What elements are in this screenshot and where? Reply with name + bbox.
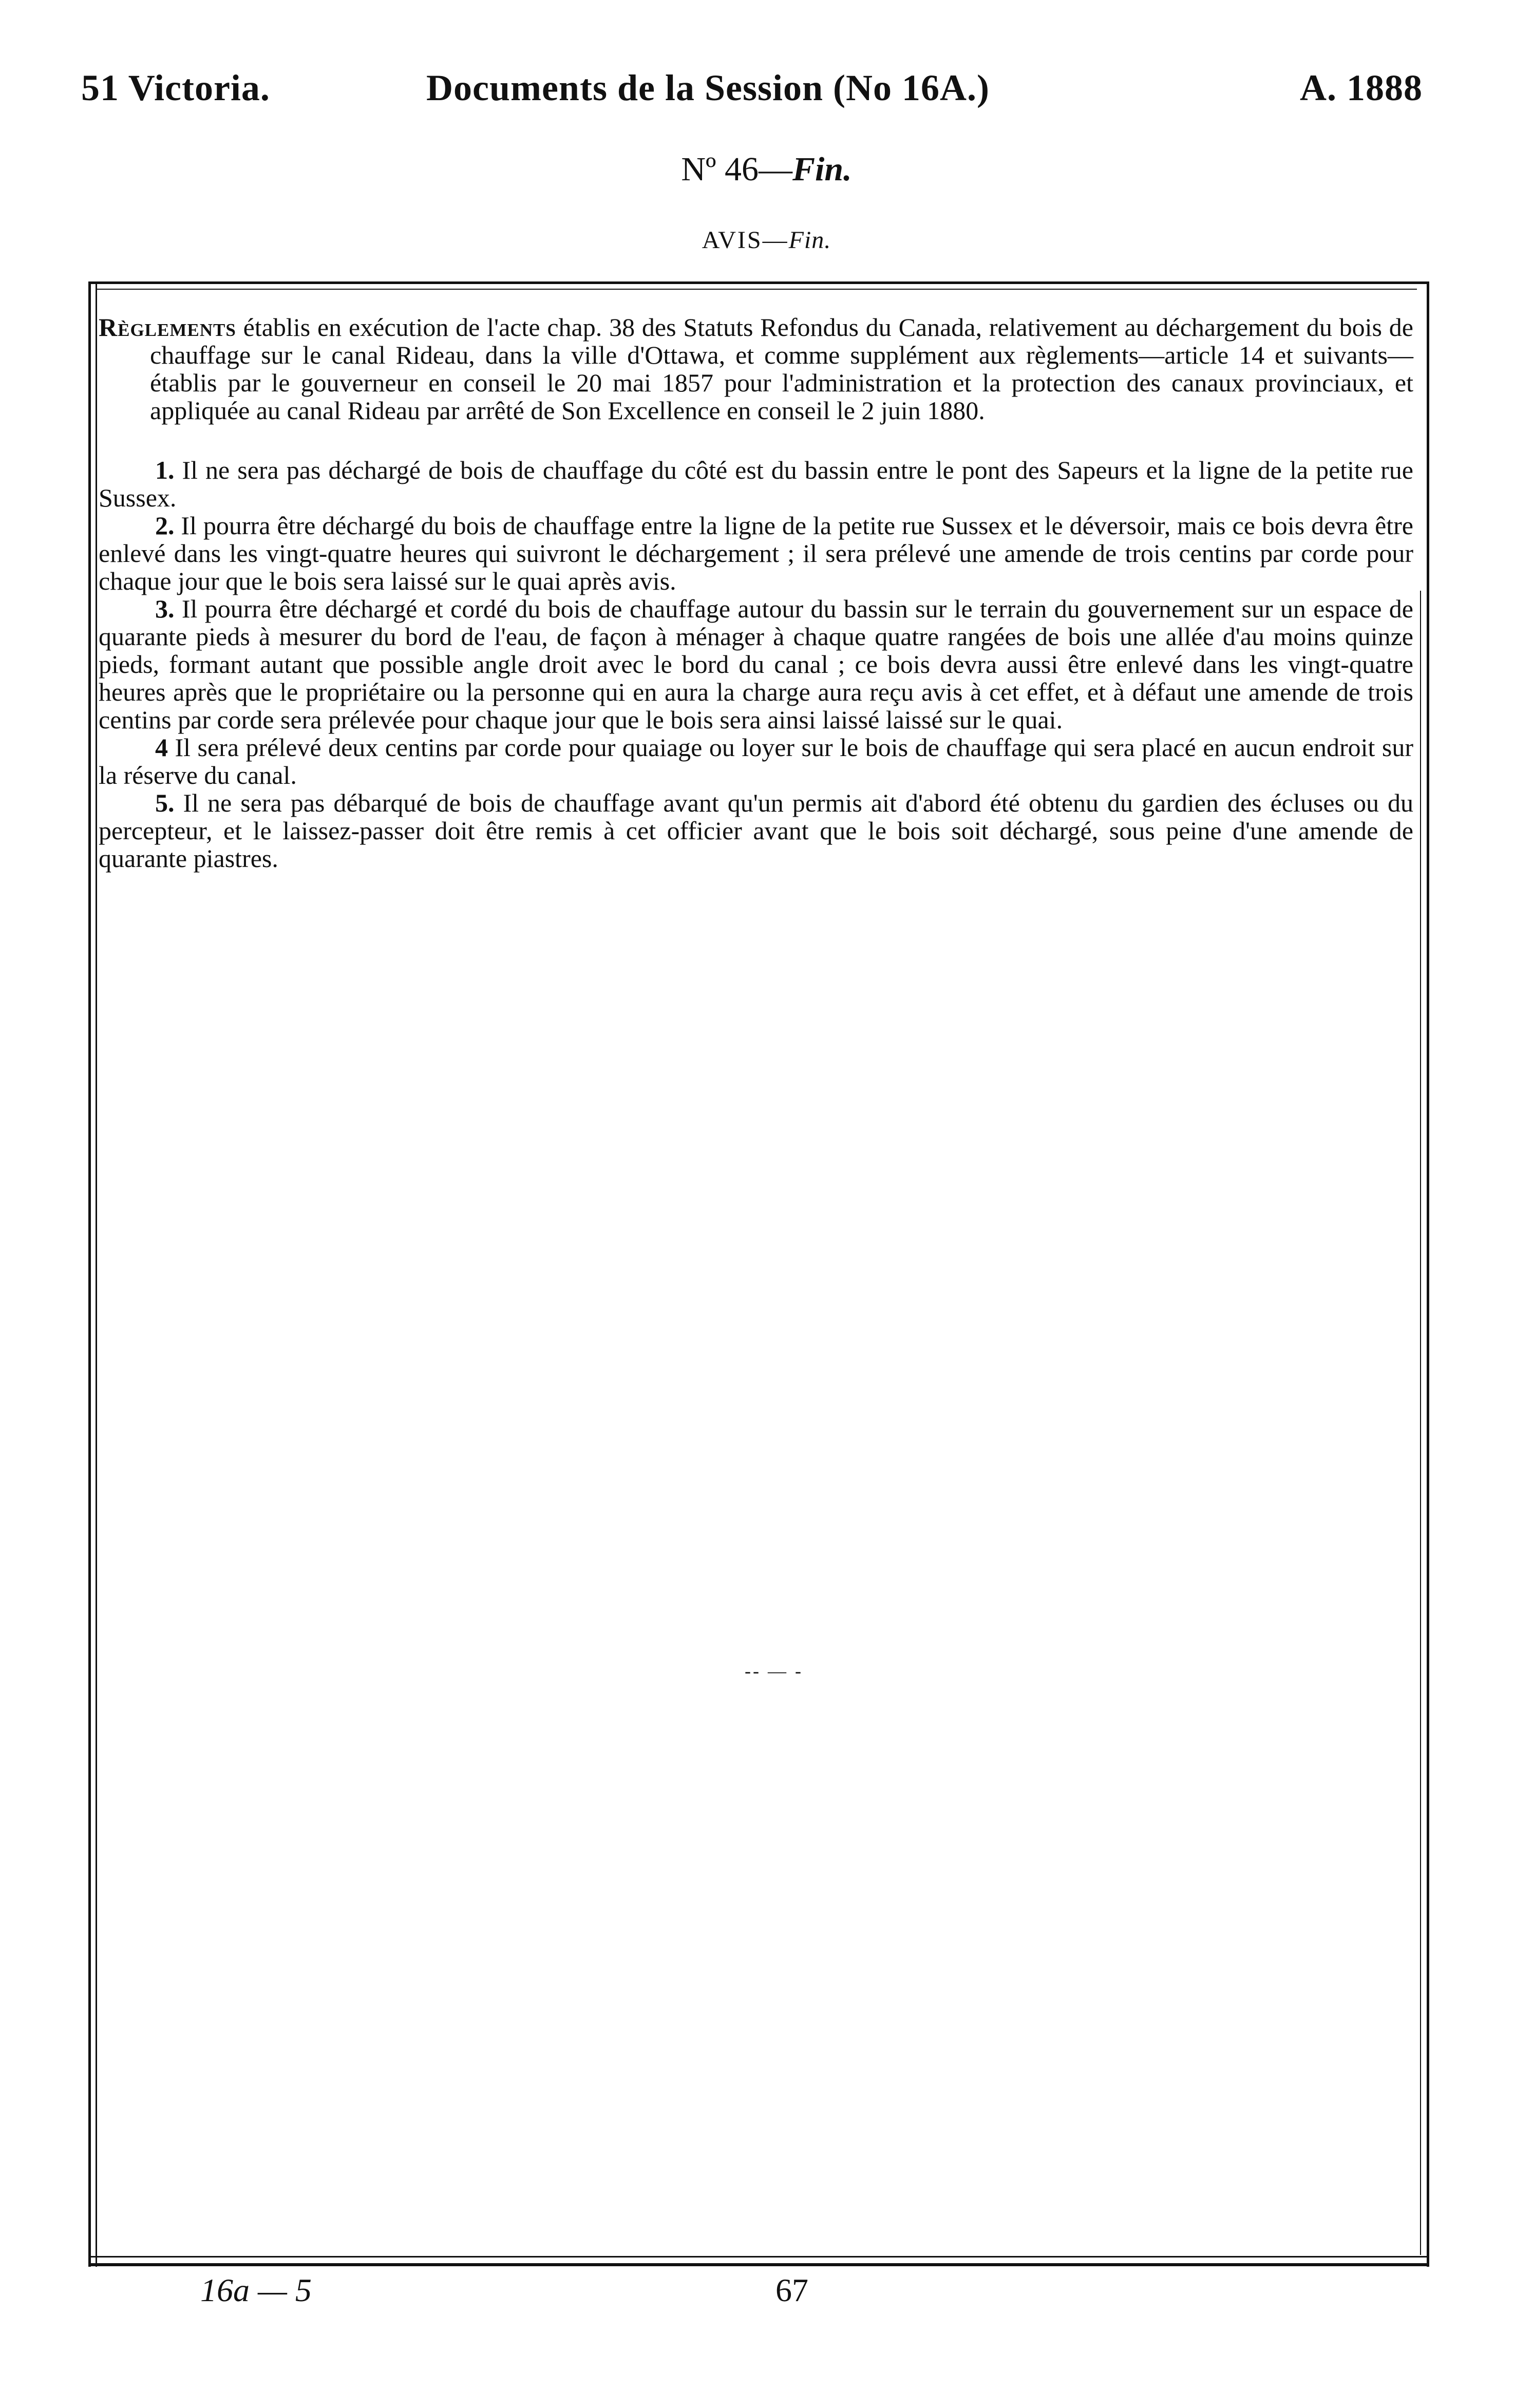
section-title-fin: Fin.: [788, 227, 831, 254]
document-number: [0, 150, 1533, 189]
frame-top-rule: [88, 281, 1429, 284]
intro-paragraph: [99, 313, 1413, 424]
rule-text: Il pourra être déchargé et cordé du bois de chauffage autour du bassin sur le terrain du gouvernement sur un espace de quarante pieds à mesurer du bord de l'eau, de façon à ménager à chaque quatre rangées de bois une allée d'au moins quinze pieds, formant autant que possible angle droit avec le bord du canal ; ce bois devra aussi être enlevé dans les vingt-quatre heures après que le propriétaire ou la personne qui en aura la charge aura reçu avis à cet effet, et à défaut une amende de trois centins par corde sera prélevée pour chaque jour que le bois sera ainsi laissé laissé sur le quai.: [99, 594, 1413, 734]
end-separator: -- — -: [745, 1661, 803, 1681]
frame-bottom-rule: [88, 2263, 1429, 2266]
footer-signature-mark: 16a — 5: [200, 2272, 312, 2308]
rule-number: 4: [155, 733, 168, 762]
document-number-fin: Fin.: [792, 150, 852, 188]
section-title: [0, 226, 1533, 254]
rule-item: [99, 512, 1413, 595]
header-document-title: Documents de la Session (No 16A.): [426, 67, 990, 108]
rule-text: Il ne sera pas déchargé de bois de chauffage du côté est du bassin entre le pont des Sapeurs et la ligne de la petite rue Sussex.: [99, 456, 1413, 512]
rule-item: [99, 456, 1413, 512]
frame-bottom-inner-rule: [88, 2256, 1429, 2258]
rule-item: [99, 595, 1413, 733]
rule-text: Il sera prélevé deux centins par corde pour quaiage ou loyer sur le bois de chauffage qui sera placé en aucun endroit sur la réserve du canal.: [99, 733, 1413, 789]
frame-left-rule: [88, 281, 91, 2267]
rule-text: Il pourra être déchargé du bois de chauffage entre la ligne de la petite rue Sussex et le déversoir, mais ce bois devra être enlevé dans les vingt-quatre heures qui suivront le déchargement ; il sera prélevé une amende de trois centins par corde pour chaque jour que le bois sera laissé sur le quai après avis.: [99, 511, 1413, 595]
header-year: A. 1888: [1300, 67, 1423, 108]
rule-number: 3.: [155, 594, 175, 623]
rule-text: Il ne sera pas débarqué de bois de chauffage avant qu'un permis ait d'abord été obtenu du gardien des écluses ou du percepteur, et le laissez-passer doit être remis à cet officier avant que le bois soit déchargé, sous peine d'une amende de quarante piastres.: [99, 788, 1413, 873]
frame-left-inner-rule: [96, 281, 97, 2267]
frame-right-rule: [1427, 281, 1429, 2267]
rule-item: [99, 789, 1413, 872]
rule-number: 2.: [155, 511, 175, 540]
rule-item: [99, 733, 1413, 789]
intro-lead-word: Règlements: [99, 313, 236, 342]
page-number: 67: [775, 2272, 808, 2308]
document-number-label: Nº 46—: [681, 150, 793, 188]
section-title-label: AVIS—: [702, 227, 789, 254]
frame-top-inner-rule: [96, 289, 1417, 290]
intro-text: établis en exécution de l'acte chap. 38 des Statuts Refondus du Canada, relativement au déchargement du bois de chauffage sur le canal Rideau, dans la ville d'Ottawa, et comme supplément aux règlements—article 14 et suivants—établis par le gouverneur en conseil le 20 mai 1857 pour l'administration et la protection des canaux provinciaux, et appliquée au canal Rideau par arrêté de Son Excellence en conseil le 2 juin 1880.: [150, 313, 1413, 425]
rule-number: 1.: [155, 456, 175, 484]
rule-number: 5.: [155, 788, 175, 817]
frame-right-inner-rule: [1420, 591, 1421, 2255]
header-session-year: 51 Victoria.: [81, 67, 270, 108]
body-text: [99, 313, 1413, 872]
